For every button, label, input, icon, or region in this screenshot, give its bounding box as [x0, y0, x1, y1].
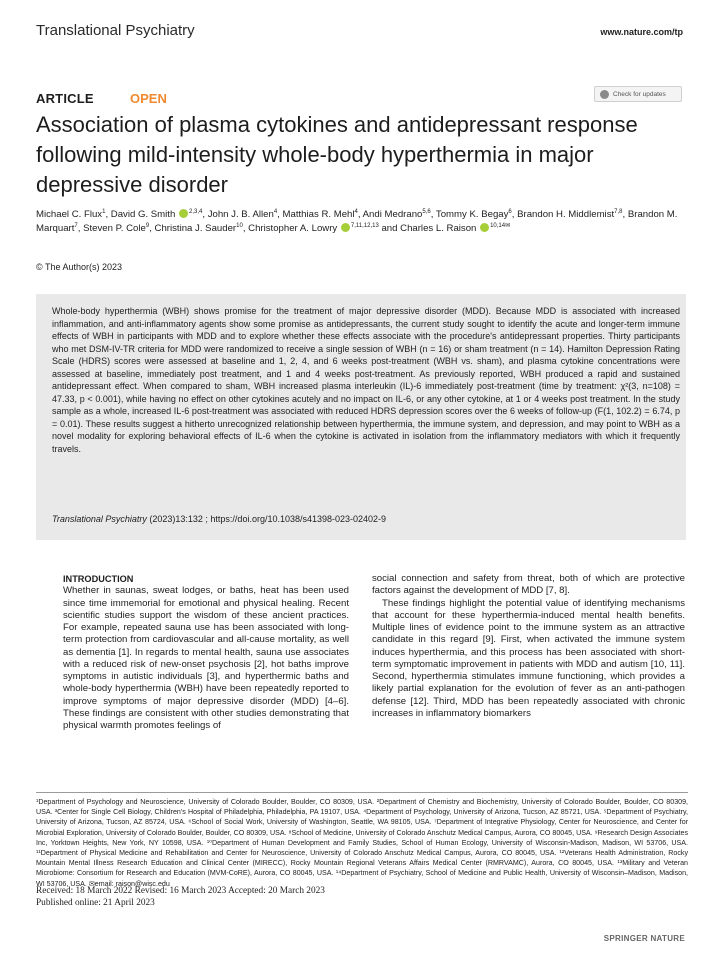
body-column-left	[63, 573, 349, 732]
author-name: Charles L. Raison	[400, 222, 477, 234]
author-name: John J. B. Allen	[207, 209, 274, 220]
author-6[interactable]	[436, 209, 512, 220]
author-4[interactable]	[283, 209, 358, 220]
author-name: Steven P. Cole	[83, 222, 146, 234]
intro-paragraph-1: Whether in saunas, sweat lodges, or baths, heat has been used since time immemorial for emotional and physical healing. Recent scientific studies support the wisdom of these ancient practices. For example, repeated sauna use has been associated with long-term protection from cardiovascular and all-cause mortality, as well as dementia [1]. In regards to mental health, sauna use associates with a reduced risk of new-onset psychosis [2], hot baths improve symptoms in autistic individuals [3], and hyperthermic baths and whole-body hyperthermia (WBH) have been repeatedly reported to improve symptoms of major depressive disorder (MDD) [4–6]. These findings are consistent with other studies demonstrating that physical warmth promotes feelings of	[63, 585, 349, 731]
citation-doi[interactable]: (2023)13:132 ; https://doi.org/10.1038/s41398-023-02402-9	[146, 514, 387, 524]
journal-website-link[interactable]: www.nature.com/tp	[600, 27, 683, 37]
author-affiliation-sup: 9	[145, 222, 150, 229]
intro-paragraph-1-continued: social connection and safety from threat, both of which are protective factors against the development of MDD [7, 8].	[372, 573, 685, 597]
author-3[interactable]	[208, 209, 277, 220]
author-5[interactable]	[363, 209, 431, 220]
author-affiliation-sup: 10,14✉	[490, 222, 511, 229]
body-column-right	[372, 573, 685, 720]
author-name: Brandon H. Middlemist	[517, 209, 615, 220]
author-9[interactable]	[83, 223, 149, 234]
open-access-label: OPEN	[130, 91, 167, 106]
abstract-text: Whole-body hyperthermia (WBH) shows promise for the treatment of major depressive disorder (MDD). Because MDD is associated with increased inflammation, and anti-inflammatory agents show some promise as antidepressants, the current study sought to identify the acute and longer-term immune effects of WBH in participants with MDD and to explore whether these effects associate with the procedure's antidepressant properties. Thirty participants who met DSM-IV-TR criteria for MDD were randomized to receive a single session of WBH (n = 16) or sham treatment (n = 14). Hamilton Depression Rating Scale (HDRS) scores were assessed at baseline and 1, 2, 4, and 6 weeks post-treatment (WBH vs. sham), and plasma cytokine concentrations were assessed at baseline, immediately post treatment, and 1 and 4 weeks post-treatment. As previously reported, WBH produced a rapid and sustained antidepressant effect. When compared to sham, WBH increased plasma interleukin (IL)-6 immediately post-treatment (time by treatment: χ²(3, n=108) = 47.33, p < 0.001), while having no effect on other cytokines acutely and no impact on IL-6, or any other cytokine, at 1 or 4 weeks post treatment. In the study sample as a whole, increased IL-6 post-treatment was associated with reduced HDRS depression scores over the 6 weeks of follow-up (F(1, 102.2) = 6.74, p = 0.01). These results suggest a hitherto unrecognized relationship between hyperthermia, the immune system, and depression, and may point to WBH as a novel modality for exploring behavioral effects of IL-6 when the cytokine is activated in isolation from the inflammatory mediators with which it frequently travels.	[52, 306, 680, 454]
journal-name: Translational Psychiatry	[36, 22, 195, 39]
orcid-icon[interactable]	[480, 223, 489, 232]
author-affiliation-sup: 4	[354, 208, 358, 215]
author-affiliation-sup: 7,8	[614, 208, 623, 215]
author-name: Tommy K. Begay	[435, 209, 509, 220]
author-affiliation-sup: 7	[74, 222, 78, 229]
footnote-divider	[36, 792, 688, 793]
author-name: Christopher A. Lowry	[248, 222, 338, 234]
affiliations-footnote: ¹Department of Psychology and Neuroscience, University of Colorado Boulder, Boulder, CO 80309, USA. ²Department of Chemistry and Biochemistry, University of Colorado Boulder, Boulder, CO 80309, USA. ³Center for Single Cell Biology, Children's Hospital of Philadelphia, Philadelphia, PA 19107, USA. ⁴Department of Psychology, University of Arizona, Tucson, AZ 85721, USA. ⁵Department of Psychiatry, University of Arizona, Tucson, AZ 85724, USA. ⁶School of Social Work, University of Washington, Seattle, WA 98105, USA. ⁷Department of Integrative Physiology, Center for Neuroscience, and Center for Microbial Exploration, University of Colorado Boulder, Boulder, CO 80309, USA. ⁸School of Medicine, University of Colorado Anschutz Medical Campus, Aurora, CO 80045, USA. ⁹Research Design Associates Inc, Yorktown Heights, New York, NY 10598, USA. ¹⁰Department of Human Development and Family Studies, School of Human Ecology, University of Wisconsin-Madison, Madison, WI 53706, USA. ¹¹Department of Physical Medicine and Rehabilitation and Center for Neuroscience, University of Colorado Anschutz Medical Campus, Aurora, CO 80045, USA. ¹²Veterans Health Administration, Rocky Mountain Mental Illness Research Education and Clinical Center (MIRECC), Rocky Mountain Regional Veterans Affairs Medical Center (RMRVAMC), Aurora, CO 80045, USA. ¹³Military and Veteran Microbiome: Consortium for Research and Education (MVM-CoRE), Aurora, CO 80045, USA. ¹⁴Department of Psychiatry, School of Medicine and Public Health, University of Wisconsin–Madison, Madison, WI 53706, USA. ✉email: raison@wisc.edu	[36, 798, 688, 888]
author-name: Brandon M. Marquart	[36, 209, 678, 234]
article-title: Association of plasma cytokines and antidepressant response following mild-intensity whole-body hyperthermia in major depressive disorder	[36, 112, 638, 197]
author-affiliation-sup: 5,6	[422, 208, 431, 215]
author-list: Michael C. Flux$^1$, David G. Smith $^{2,3,4}$, John J. B. Allen$^4$, Matthias R. Mehl$^4$, Andi Medrano$^{5,6}$, Tommy K. Begay$^6$, Brandon H. Middlemist$^{7,8}$, Brandon M. Marquart$^7$, Steven P. Cole$^9$, Christina J. Sauder$^{10}$, Christopher A. Lowry $^{7,11,12,13}$ and Charles L. Raison $^{10,14✉}$	[36, 208, 678, 234]
author-10[interactable]	[155, 223, 243, 234]
author-affiliation-sup: 2,3,4	[188, 208, 203, 215]
update-check-icon	[600, 90, 609, 99]
received-revised-accepted-dates: Received: 18 March 2022 Revised: 16 March 2023 Accepted: 20 March 2023	[36, 886, 325, 896]
author-name: Matthias R. Mehl	[282, 209, 355, 220]
author-affiliation-sup: 4	[273, 208, 278, 215]
author-name: Michael C. Flux	[36, 209, 103, 220]
intro-paragraph-2: These findings highlight the potential value of identifying mechanisms that account for these hyperthermia-induced mental health benefits. Multiple lines of evidence point to the immune system as an attractive candidate in this regard [9]. First, when activated the immune system induces hyperthermia, and this process has been associated with short-term symptomatic improvement in patients with MDD and autism [10, 11]. Second, hyperthermia stimulates immune functioning, which provides a likely partial explanation for the evolution of fever as an anti-pathogen defense [12]. Third, MDD has been repeatedly associated with chronic increases in inflammatory biomarkers	[372, 597, 685, 719]
author-7[interactable]	[517, 209, 622, 220]
published-online-date: Published online: 21 April 2023	[36, 898, 155, 908]
publication-dates	[36, 885, 325, 909]
author-12[interactable]	[400, 223, 510, 234]
citation-line	[52, 514, 386, 524]
section-heading-introduction: INTRODUCTION	[63, 574, 134, 584]
author-name: Andi Medrano	[362, 209, 423, 220]
orcid-icon[interactable]	[341, 223, 350, 232]
author-11[interactable]	[248, 223, 379, 234]
author-2[interactable]	[111, 209, 203, 220]
author-name: Christina J. Sauder	[154, 222, 237, 234]
author-name: David G. Smith	[110, 209, 176, 220]
author-affiliation-sup: 10	[236, 222, 243, 229]
publisher-logo: SPRINGER NATURE	[603, 934, 685, 943]
check-for-updates-button[interactable]	[594, 86, 682, 102]
citation-journal: Translational Psychiatry	[52, 514, 147, 524]
orcid-icon[interactable]	[179, 209, 188, 218]
copyright-notice: © The Author(s) 2023	[36, 262, 123, 272]
author-affiliation-sup: 6	[508, 208, 512, 215]
article-type-label: ARTICLE	[36, 91, 94, 106]
author-1[interactable]	[36, 209, 105, 220]
check-for-updates-label: Check for updates	[613, 90, 666, 98]
author-affiliation-sup: 7,11,12,13	[350, 222, 379, 229]
author-affiliation-sup: 1	[102, 208, 106, 215]
